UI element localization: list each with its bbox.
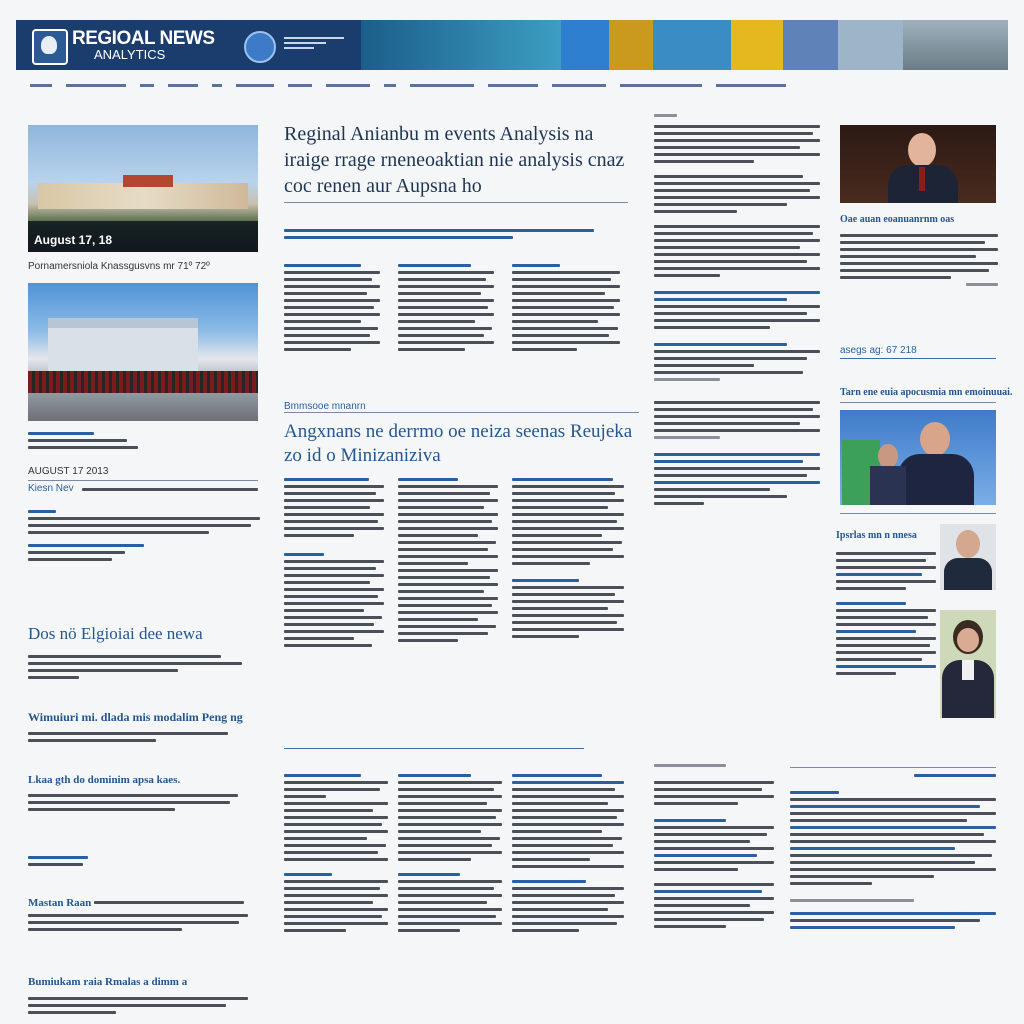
banner-strip-blue [653,20,731,70]
photo-parade-square[interactable] [28,283,258,421]
partner-logo [284,34,344,56]
photo-press-conference[interactable] [840,410,996,505]
photo2-caption [28,428,138,453]
side-story-3 [836,548,936,679]
banner-photo-strip [903,20,1008,70]
header-banner [16,20,1008,70]
story2-col-3 [512,474,624,642]
left-note [28,852,128,870]
bottom-right-story [790,770,996,933]
headline-rule [284,202,628,203]
banner-hands-icon [561,20,609,70]
item-heading[interactable]: Kiesn Nev [28,483,74,494]
side-heading-2[interactable]: Tarn ene euia apocusmia mn emoinuuai. [840,387,1013,398]
photo-headshot-woman[interactable] [940,610,996,718]
subheading-1-body [28,728,228,746]
banner-flag-icon [783,20,838,70]
news-column-top [654,110,820,509]
second-headline[interactable]: Angxnans ne derrmo oe neiza seenas Reujeka zo id o Minizaniziva [284,421,633,466]
subheading-2-body [28,790,238,815]
subheading-1[interactable]: Wimuiuri mi. dlada mis modalim Peng ng [28,710,243,724]
banner-pattern-icon [609,20,653,70]
article-date: AUGUST 17 2013 [28,466,109,477]
lead-deck [284,225,594,243]
lead-col-1 [284,260,380,355]
left-brief-text [28,506,260,565]
brand-subtitle: ANALYTICS [94,47,166,62]
side-date: asegs ag: 67 218 [840,345,917,356]
news-column-bottom [654,760,774,932]
brand-logo[interactable] [16,20,361,70]
photo-caption: Pornamersniola Knassgusvns mr 71º 72º [28,261,210,272]
subheading-2[interactable]: Lkaa gth do dominim apsa kaes. [28,774,181,786]
banner-text-strip [838,20,903,70]
subheading-3-lead [94,897,244,908]
story3-col-2 [398,770,502,936]
seal-icon [244,31,276,63]
emblem-icon [32,29,68,65]
section-heading[interactable]: Dos nö Elgioiai dee newa [28,624,203,643]
story2-col-2 [398,474,498,646]
side-story-1 [840,230,998,290]
photo-date-label: August 17, 18 [34,233,113,247]
section-body [28,651,242,683]
subheading-4-body [28,993,248,1018]
item-teaser [82,484,258,495]
lead-col-2 [398,260,494,355]
subheading-4[interactable]: Bumiukam raia Rmalas a dimm a [28,976,188,988]
subheading-3-body [28,910,248,935]
side-heading-1[interactable]: Oae auan eoanuanrnm oas [840,214,955,225]
photo-headshot-man[interactable] [940,524,996,590]
section-rule [284,412,639,413]
banner-strip-teal [361,20,561,70]
section-label: Bmmsooe mnanrn [284,401,366,412]
banner-coin-icon [731,20,783,70]
side-rule-2 [840,402,996,403]
story3-col-3 [512,770,624,936]
section-nav[interactable] [30,78,1000,92]
subheading-3[interactable]: Mastan Raan [28,897,92,909]
divider [28,480,258,481]
photo-city-skyline[interactable] [28,125,258,252]
photo-official-portrait[interactable] [840,125,996,203]
lead-col-3 [512,260,620,355]
lead-headline[interactable]: Reginal Anianbu m events Analysis na iraige rrage rneneoaktian nie analysis cnaz coc renen aur Aupsna ho [284,123,625,197]
side-rule-3 [840,513,996,514]
story-divider [284,748,584,749]
story3-col-1 [284,770,388,936]
brand-title: REGIOAL NEWS [72,28,215,49]
side-rule [840,358,996,359]
bottom-right-rule [790,767,996,768]
side-heading-3[interactable]: Ipsrlas mn n nnesa [836,530,917,541]
story2-col-1 [284,474,384,651]
